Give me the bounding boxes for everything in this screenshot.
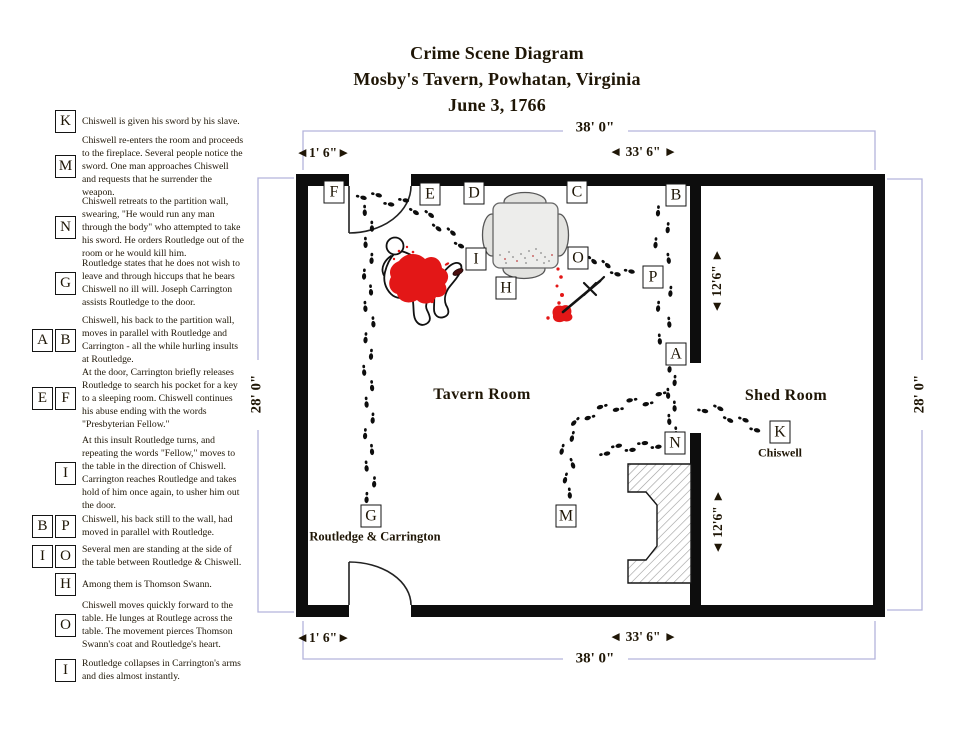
legend-key-B: B: [32, 515, 53, 538]
legend-entry-text: Chiswell, his back to the partition wall, moves in parallel with Routledge and Carrington - all the while hurling insults at Routledge.: [82, 315, 239, 365]
footprint-icon: [712, 403, 724, 412]
sword-icon: [563, 277, 604, 312]
dimension-label-4: ◄1' 6"►: [295, 630, 351, 645]
footprint-icon: [666, 252, 672, 264]
footprint-icon: [656, 301, 661, 313]
dimension-label-3: ◄1' 6"►: [295, 145, 351, 160]
bottom-wall-right: [411, 605, 885, 617]
footprint-icon: [599, 451, 611, 457]
door-arc-bottom: [349, 562, 411, 605]
footprint-icon: [369, 444, 374, 456]
footprint-icon: [369, 253, 374, 264]
footprint-icon: [383, 201, 395, 207]
legend-key-E: E: [32, 387, 53, 410]
footprint-icon: [371, 191, 383, 198]
footprint-icon: [653, 237, 658, 248]
marker-B: B: [666, 184, 687, 207]
footprint-icon: [364, 396, 369, 407]
footprint-icon: [368, 284, 373, 295]
footprint-icon: [355, 194, 367, 201]
footprint-icon: [398, 197, 410, 203]
marker-K: K: [770, 421, 791, 444]
legend-key-H: H: [55, 573, 76, 596]
footprint-icon: [611, 443, 623, 449]
caption-routledge-carrington: Routledge & Carrington: [309, 529, 441, 544]
footprint-icon: [722, 415, 734, 424]
footprint-icon: [656, 205, 661, 216]
footprint-icon: [431, 222, 442, 232]
title-line-3: June 3, 1766: [448, 95, 546, 115]
footprint-icon: [370, 221, 374, 232]
dining-table: [483, 193, 569, 279]
marker-I: I: [466, 248, 487, 271]
marker-M: M: [556, 505, 577, 528]
dimension-label-7: 28' 0": [248, 374, 265, 414]
footprint-icon: [584, 414, 596, 421]
legend-key-K: K: [55, 110, 76, 133]
legend-key-P: P: [55, 515, 76, 538]
caption-chiswell: Chiswell: [757, 445, 803, 460]
footprint-icon: [697, 408, 709, 414]
marker-E: E: [420, 183, 441, 206]
marker-G: G: [361, 505, 382, 528]
legend-entry-text: Chiswell moves quickly forward to the table. He lunges at Routlege across the table. The movement pierces Thomson Swann's coat and Routledge's heart.: [82, 600, 233, 650]
footprint-icon: [424, 209, 435, 219]
legend-entry-text: Routledge collapses in Carrington's arms and dies almost instantly.: [82, 658, 241, 682]
footprint-icon: [559, 443, 566, 455]
footprint-icon: [369, 349, 374, 360]
marker-H: H: [496, 277, 517, 300]
legend-entry-text: Several men are standing at the side of the table between Routledge & Chiswell.: [82, 544, 242, 568]
legend-entry-text: At this insult Routledge turns, and repeating the words "Fellow," moves to the table in the direction of Chiswell. Carrington reaches Routledge and takes hold of him once again, to usher him out the door.: [82, 435, 240, 511]
marker-P: P: [643, 266, 664, 289]
footprint-icon: [362, 268, 367, 279]
footprint-icon: [667, 414, 672, 425]
footprint-icon: [362, 365, 367, 376]
marker-C: C: [567, 181, 588, 204]
door-arc-top: [349, 186, 411, 233]
footprint-icon: [363, 301, 368, 312]
footprint-icon: [371, 316, 376, 327]
footprint-icon: [672, 400, 677, 411]
footprint-icon: [737, 415, 749, 423]
legend-entry-text: Routledge states that he does not wish to leave and through hiccups that he bears Chiswell no ill will. Joseph Carrington assists Routledge to the door.: [82, 258, 240, 308]
footprint-icon: [612, 406, 624, 412]
footprint-icon: [749, 426, 761, 433]
footprint-icon: [600, 259, 611, 270]
legend-key-N: N: [55, 216, 76, 239]
marker-N: N: [665, 432, 686, 455]
legend-entry-text: Chiswell is given his sword by his slave.: [82, 116, 240, 127]
body-head: [387, 238, 404, 255]
footprint-icon: [362, 205, 366, 216]
left-wall: [296, 174, 308, 617]
footprint-icon: [446, 226, 457, 237]
legend-key-I: I: [55, 659, 76, 682]
blood-pool: [389, 254, 449, 304]
legend-key-O: O: [55, 614, 76, 637]
footprint-icon: [567, 487, 572, 499]
dimension-label-5: ◄ 33' 6" ►: [608, 144, 678, 159]
marker-D: D: [464, 182, 485, 205]
footprint-icon: [570, 416, 581, 427]
marker-O: O: [568, 247, 589, 270]
footprint-icon: [569, 457, 577, 469]
legend-key-O: O: [55, 545, 76, 568]
footprint-icon: [364, 492, 369, 503]
footprint-icon: [609, 270, 621, 277]
marker-F: F: [324, 181, 345, 204]
footprint-icon: [369, 380, 374, 391]
title-line-1: Crime Scene Diagram: [410, 43, 584, 63]
legend-key-I: I: [55, 462, 76, 485]
footprint-icon: [370, 412, 375, 423]
footprint-icon: [626, 397, 638, 403]
footprint-icon: [637, 441, 649, 446]
room-label-tavern-room: Tavern Room: [433, 386, 531, 403]
marker-A: A: [666, 343, 687, 366]
footprint-icon: [657, 333, 662, 345]
dimension-label-9: ◄ 12'6" ►: [709, 248, 724, 314]
legend-key-I: I: [32, 545, 53, 568]
footprint-icon: [562, 472, 569, 484]
title-line-2: Mosby's Tavern, Powhatan, Virginia: [353, 69, 641, 89]
dimension-label-1: 38' 0": [575, 119, 615, 136]
footprint-icon: [672, 375, 677, 386]
fireplace: [628, 464, 691, 583]
legend-entry-text: Among them is Thomson Swann.: [82, 579, 212, 590]
footprint-icon: [596, 403, 608, 410]
footprint-icon: [668, 286, 673, 298]
footprint-icon: [650, 444, 662, 450]
blood-splat-drop: [546, 316, 549, 319]
footprint-icon: [665, 222, 670, 233]
partition-wall-upper: [690, 174, 701, 363]
footprint-icon: [372, 476, 377, 487]
legend-key-G: G: [55, 272, 76, 295]
legend-key-M: M: [55, 155, 76, 178]
legend-key-A: A: [32, 329, 53, 352]
footprint-icon: [569, 430, 576, 442]
right-wall: [873, 174, 885, 617]
footprint-icon: [655, 390, 667, 397]
legend-entry-text: Chiswell retreats to the partition wall, swearing, "He would run any man through the body" who attempted to take his sword. He orders Routledge out of the room or he would kill him.: [82, 196, 244, 259]
footprint-icon: [667, 316, 672, 328]
footprint-icon: [408, 207, 420, 216]
footprint-icon: [642, 400, 654, 407]
dimension-label-8: 28' 0": [911, 374, 928, 414]
footprint-icon: [453, 241, 465, 250]
dimension-label-10: ◄ 12'6" ►: [710, 489, 725, 555]
dimension-label-6: ◄ 33' 6" ►: [608, 629, 678, 644]
legend-key-F: F: [55, 387, 76, 410]
footprint-icon: [363, 237, 367, 248]
footprint-icon: [363, 428, 368, 439]
footprint-icon: [666, 388, 671, 399]
footprint-icon: [623, 268, 635, 274]
legend-key-B: B: [55, 329, 76, 352]
footprint-icon: [363, 332, 368, 343]
room-label-shed-room: Shed Room: [744, 387, 828, 404]
blood-drip-trail: [556, 267, 565, 304]
dimension-label-2: 38' 0": [575, 650, 615, 667]
legend-entry-text: Chiswell, his back still to the wall, had moved in parallel with Routledge.: [82, 514, 233, 538]
footprint-icon: [624, 447, 636, 452]
legend-entry-text: Chiswell re-enters the room and proceeds to the fireplace. Several people notice the sword. One man approaches Chiswell and requests that he surrender the weapon.: [82, 135, 244, 198]
legend-entry-text: At the door, Carrington briefly releases Routledge to search his pocket for a key to a sleeping room. Chiswell continues his abuse ending with the words "Presbyterian Fellow.": [82, 367, 238, 430]
footprint-icon: [364, 460, 369, 472]
